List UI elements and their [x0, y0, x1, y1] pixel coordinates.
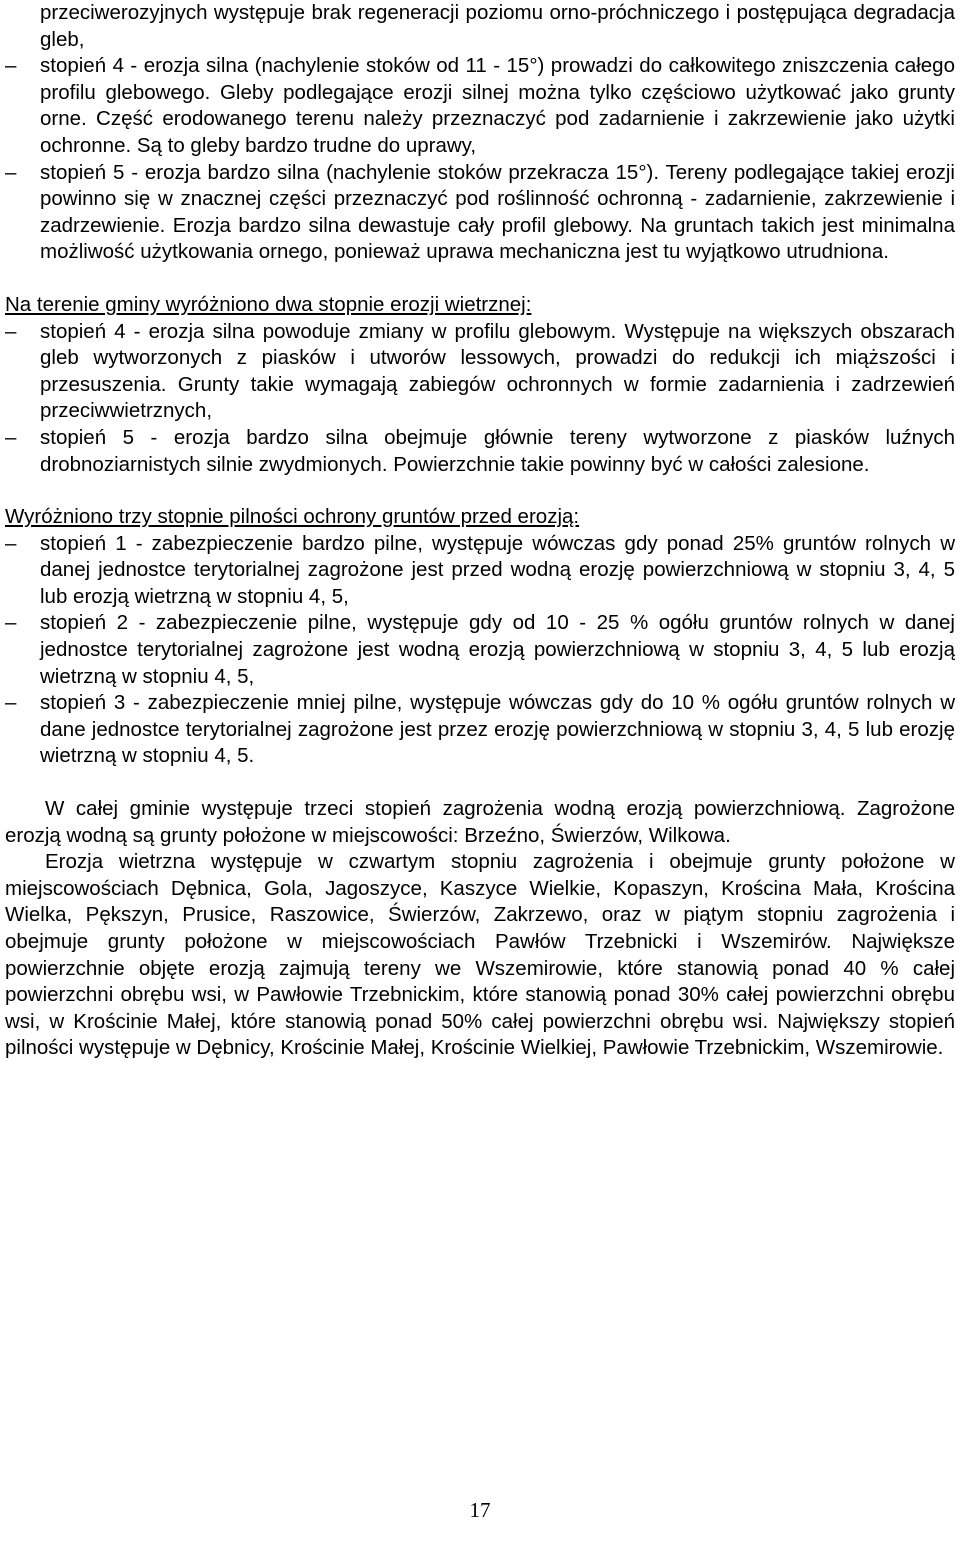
- closing-paragraph: W całej gminie występuje trzeci stopień zagrożenia wodną erozją powierzchniową. Zagrożone erozją wodną są grunty położone w miejscowości: Brzeźno, Świerzów, Wilkowa.: [5, 797, 955, 847]
- intro-continuation: przeciwerozyjnych występuje brak regeneracji poziomu orno-próchniczego i postępująca degradacja gleb,: [40, 1, 955, 51]
- list-item-text: stopień 1 - zabezpieczenie bardzo pilne, występuje wówczas gdy ponad 25% gruntów rolnych w danej jednostce terytorialnej zagrożone jest przed wodną erozję powierzchniową w stopniu 3, 4, 5 lub erozją wietrzną w stopniu 4, 5,: [40, 531, 955, 608]
- dash-bullet: –: [5, 319, 17, 343]
- list-item: [5, 531, 955, 611]
- list-item: [5, 319, 955, 425]
- list-item: [5, 610, 955, 690]
- list-item-text: stopień 4 - erozja silna (nachylenie stoków od 11 - 15°) prowadzi do całkowitego zniszczenia całego profilu glebowego. Gleby podlegające erozji silnej można tylko częściowo użytkować jako grunty orne. Część erodowanego terenu należy przeznaczyć pod zadarnienie i zakrzewienie jako użytki ochronne. Są to gleby bardzo trudne do uprawy,: [40, 54, 955, 157]
- closing-paragraph: Erozja wietrzna występuje w czwartym stopniu zagrożenia i obejmuje grunty położone w miejscowościach Dębnica, Gola, Jagoszyce, Kaszyce Wielkie, Kopaszyn, Krościna Mała, Krościna Wielka, Pększyn, Prusice, Raszowice, Świerzów, Zakrzewo, oraz w piątym stopniu zagrożenia i obejmuje grunty położone w miejscowościach Pawłów Trzebnicki i Wszemirów. Największe powierzchnie objęte erozją zajmują tereny we Wszemirowie, które stanowią ponad 40 % całej powierzchni obrębu wsi, w Pawłowie Trzebnickim, które stanowią ponad 30% całej powierzchni obrębu wsi, w Krościnie Małej, które stanowią ponad 50% całej powierzchni obrębu wsi. Największy stopień pilności występuje w Dębnicy, Krościnie Małej, Krościnie Wielkiej, Pawłowie Trzebnickim, Wszemirowie.: [5, 850, 955, 1060]
- list-item: [5, 160, 955, 266]
- list-item-text: stopień 3 - zabezpieczenie mniej pilne, występuje wówczas gdy do 10 % ogółu gruntów rolnych w dane jednostce terytorialnej zagrożone jest przez erozję powierzchniową w stopniu 3, 4, 5 lub erozję wietrzną w stopniu 4, 5.: [40, 691, 955, 768]
- list-item: [5, 425, 955, 478]
- wind-erosion-list: [5, 319, 955, 479]
- wind-erosion-heading: Na terenie gminy wyróżniono dwa stopnie erozji wietrznej:: [5, 292, 532, 316]
- page-number: 17: [469, 1498, 491, 1522]
- dash-bullet: –: [5, 425, 17, 449]
- dash-bullet: –: [5, 54, 17, 78]
- list-item-text: stopień 5 - erozja bardzo silna obejmuje głównie tereny wytworzone z piasków luźnych drobnoziarnistych silnie zwydmionych. Powierzchnie takie powinny być w całości zalesione.: [40, 425, 955, 476]
- water-erosion-list: [5, 53, 955, 266]
- protection-heading: Wyróżniono trzy stopnie pilności ochrony gruntów przed erozją:: [5, 505, 580, 529]
- dash-bullet: –: [5, 611, 17, 635]
- protection-list: [5, 531, 955, 770]
- dash-bullet: –: [5, 691, 17, 715]
- list-item: [5, 53, 955, 159]
- page-content: [5, 0, 955, 1062]
- list-item: [5, 690, 955, 770]
- spacer: [5, 770, 955, 796]
- list-item-text: stopień 5 - erozja bardzo silna (nachylenie stoków przekracza 15°). Tereny podlegające takiej erozji powinno się w znacznej części przeznaczyć pod roślinność ochronną - zadarnienie, zakrzewienie i zadrzewienie. Erozja bardzo silna dewastuje cały profil glebowy. Na gruntach takich jest minimalna możliwość użytkowania ornego, ponieważ uprawa mechaniczna jest tu wyjątkowo utrudniona.: [40, 160, 955, 264]
- list-item-text: stopień 4 - erozja silna powoduje zmiany w profilu glebowym. Występuje na większych obszarach gleb wytworzonych z piasków i utworów lessowych, prowadzi do redukcji ich miąższości i przesuszenia. Grunty takie wymagają zabiegów ochronnych w formie zadarnienia i zadrzewień przeciwwietrznych,: [40, 319, 955, 423]
- dash-bullet: –: [5, 160, 17, 184]
- dash-bullet: –: [5, 531, 17, 555]
- list-item-text: stopień 2 - zabezpieczenie pilne, występuje gdy od 10 - 25 % ogółu gruntów rolnych w danej jednostce terytorialnej zagrożone jest wodną erozją powierzchniową w stopniu 3, 4, 5 lub erozją wietrzną w stopniu 4, 5,: [40, 611, 955, 688]
